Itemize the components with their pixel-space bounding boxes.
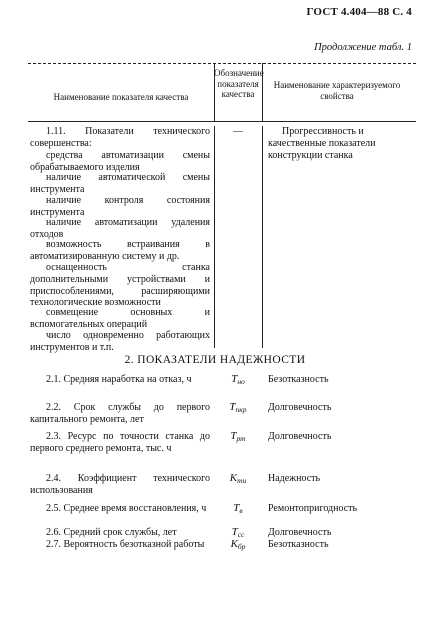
reliability-row-symbol: $K_{бр}$	[230, 538, 246, 551]
reliability-row-symbol: $T_{но}$	[231, 373, 245, 386]
reliability-row-name: 2.7. Вероятность безотказной работы	[46, 539, 205, 550]
tech-property: Прогрессивность и качественные показатели конструкции станка	[268, 126, 376, 161]
reliability-row-name: 2.4. Коэффициент технического использования	[30, 473, 210, 496]
table-top-rule	[28, 63, 416, 64]
column-divider-1-body	[214, 126, 215, 348]
reliability-row-symbol: $T_{рт}$	[230, 430, 246, 443]
reliability-row-symbol: $T_{сс}$	[231, 526, 245, 539]
reliability-row-property: Ремонтопригодность	[268, 503, 358, 514]
table-header-rule	[28, 121, 416, 122]
column-header-symbol: Обозначение показателя качества	[214, 68, 264, 99]
reliability-row-property: Долговечность	[268, 527, 332, 538]
tech-item: возможность встраивания в автоматизированную систему и др.	[30, 239, 210, 262]
reliability-row-name: 2.5. Среднее время восстановления, ч	[46, 503, 207, 514]
tech-item: наличие автоматической смены инструмента	[30, 172, 210, 195]
reliability-row-symbol: $T_{пкр}$	[229, 401, 247, 414]
document-code: ГОСТ 4.404—88 С. 4	[306, 6, 412, 18]
tech-title: 1.11. Показатели технического совершенства:	[30, 126, 210, 149]
reliability-row-name: 2.2. Срок службы до первого капитального ремонта, лет	[30, 402, 210, 425]
tech-item: оснащенность станка дополнительными устройствами и приспособлениями, расширяющими технологические возможности	[30, 262, 210, 309]
column-header-indicator: Наименование показателя качества	[53, 92, 189, 102]
reliability-row-property: Надежность	[268, 473, 321, 484]
column-divider-2-body	[262, 126, 263, 348]
tech-item: наличие автоматизации удаления отходов	[30, 217, 210, 240]
reliability-row-property: Долговечность	[268, 431, 332, 442]
reliability-row-name: 2.6. Средний срок службы, лет	[46, 527, 177, 538]
tech-item: средства автоматизации смены обрабатываемого изделия	[30, 150, 210, 173]
table-continuation-note: Продолжение табл. 1	[314, 42, 412, 53]
tech-item: число одновременно работающих инструментов и т.п.	[30, 330, 210, 353]
reliability-row-name: 2.3. Ресурс по точности станка до первого среднего ремонта, тыс. ч	[30, 431, 210, 454]
reliability-row-symbol: $T_в$	[233, 502, 243, 515]
tech-item: наличие контроля состояния инструмента	[30, 195, 210, 218]
reliability-row-property: Безотказность	[268, 374, 329, 385]
reliability-row-symbol: $K_{ти}$	[229, 472, 247, 485]
reliability-row-property: Безотказность	[268, 539, 329, 550]
reliability-row-property: Долговечность	[268, 402, 332, 413]
column-header-property: Наименование характеризуемого свойства	[273, 80, 401, 101]
section-title: 2. ПОКАЗАТЕЛИ НАДЕЖНОСТИ	[124, 354, 306, 366]
reliability-row-name: 2.1. Средняя наработка на отказ, ч	[46, 374, 192, 385]
tech-item: совмещение основных и вспомогательных операций	[30, 307, 210, 330]
tech-symbol: —	[233, 125, 243, 137]
